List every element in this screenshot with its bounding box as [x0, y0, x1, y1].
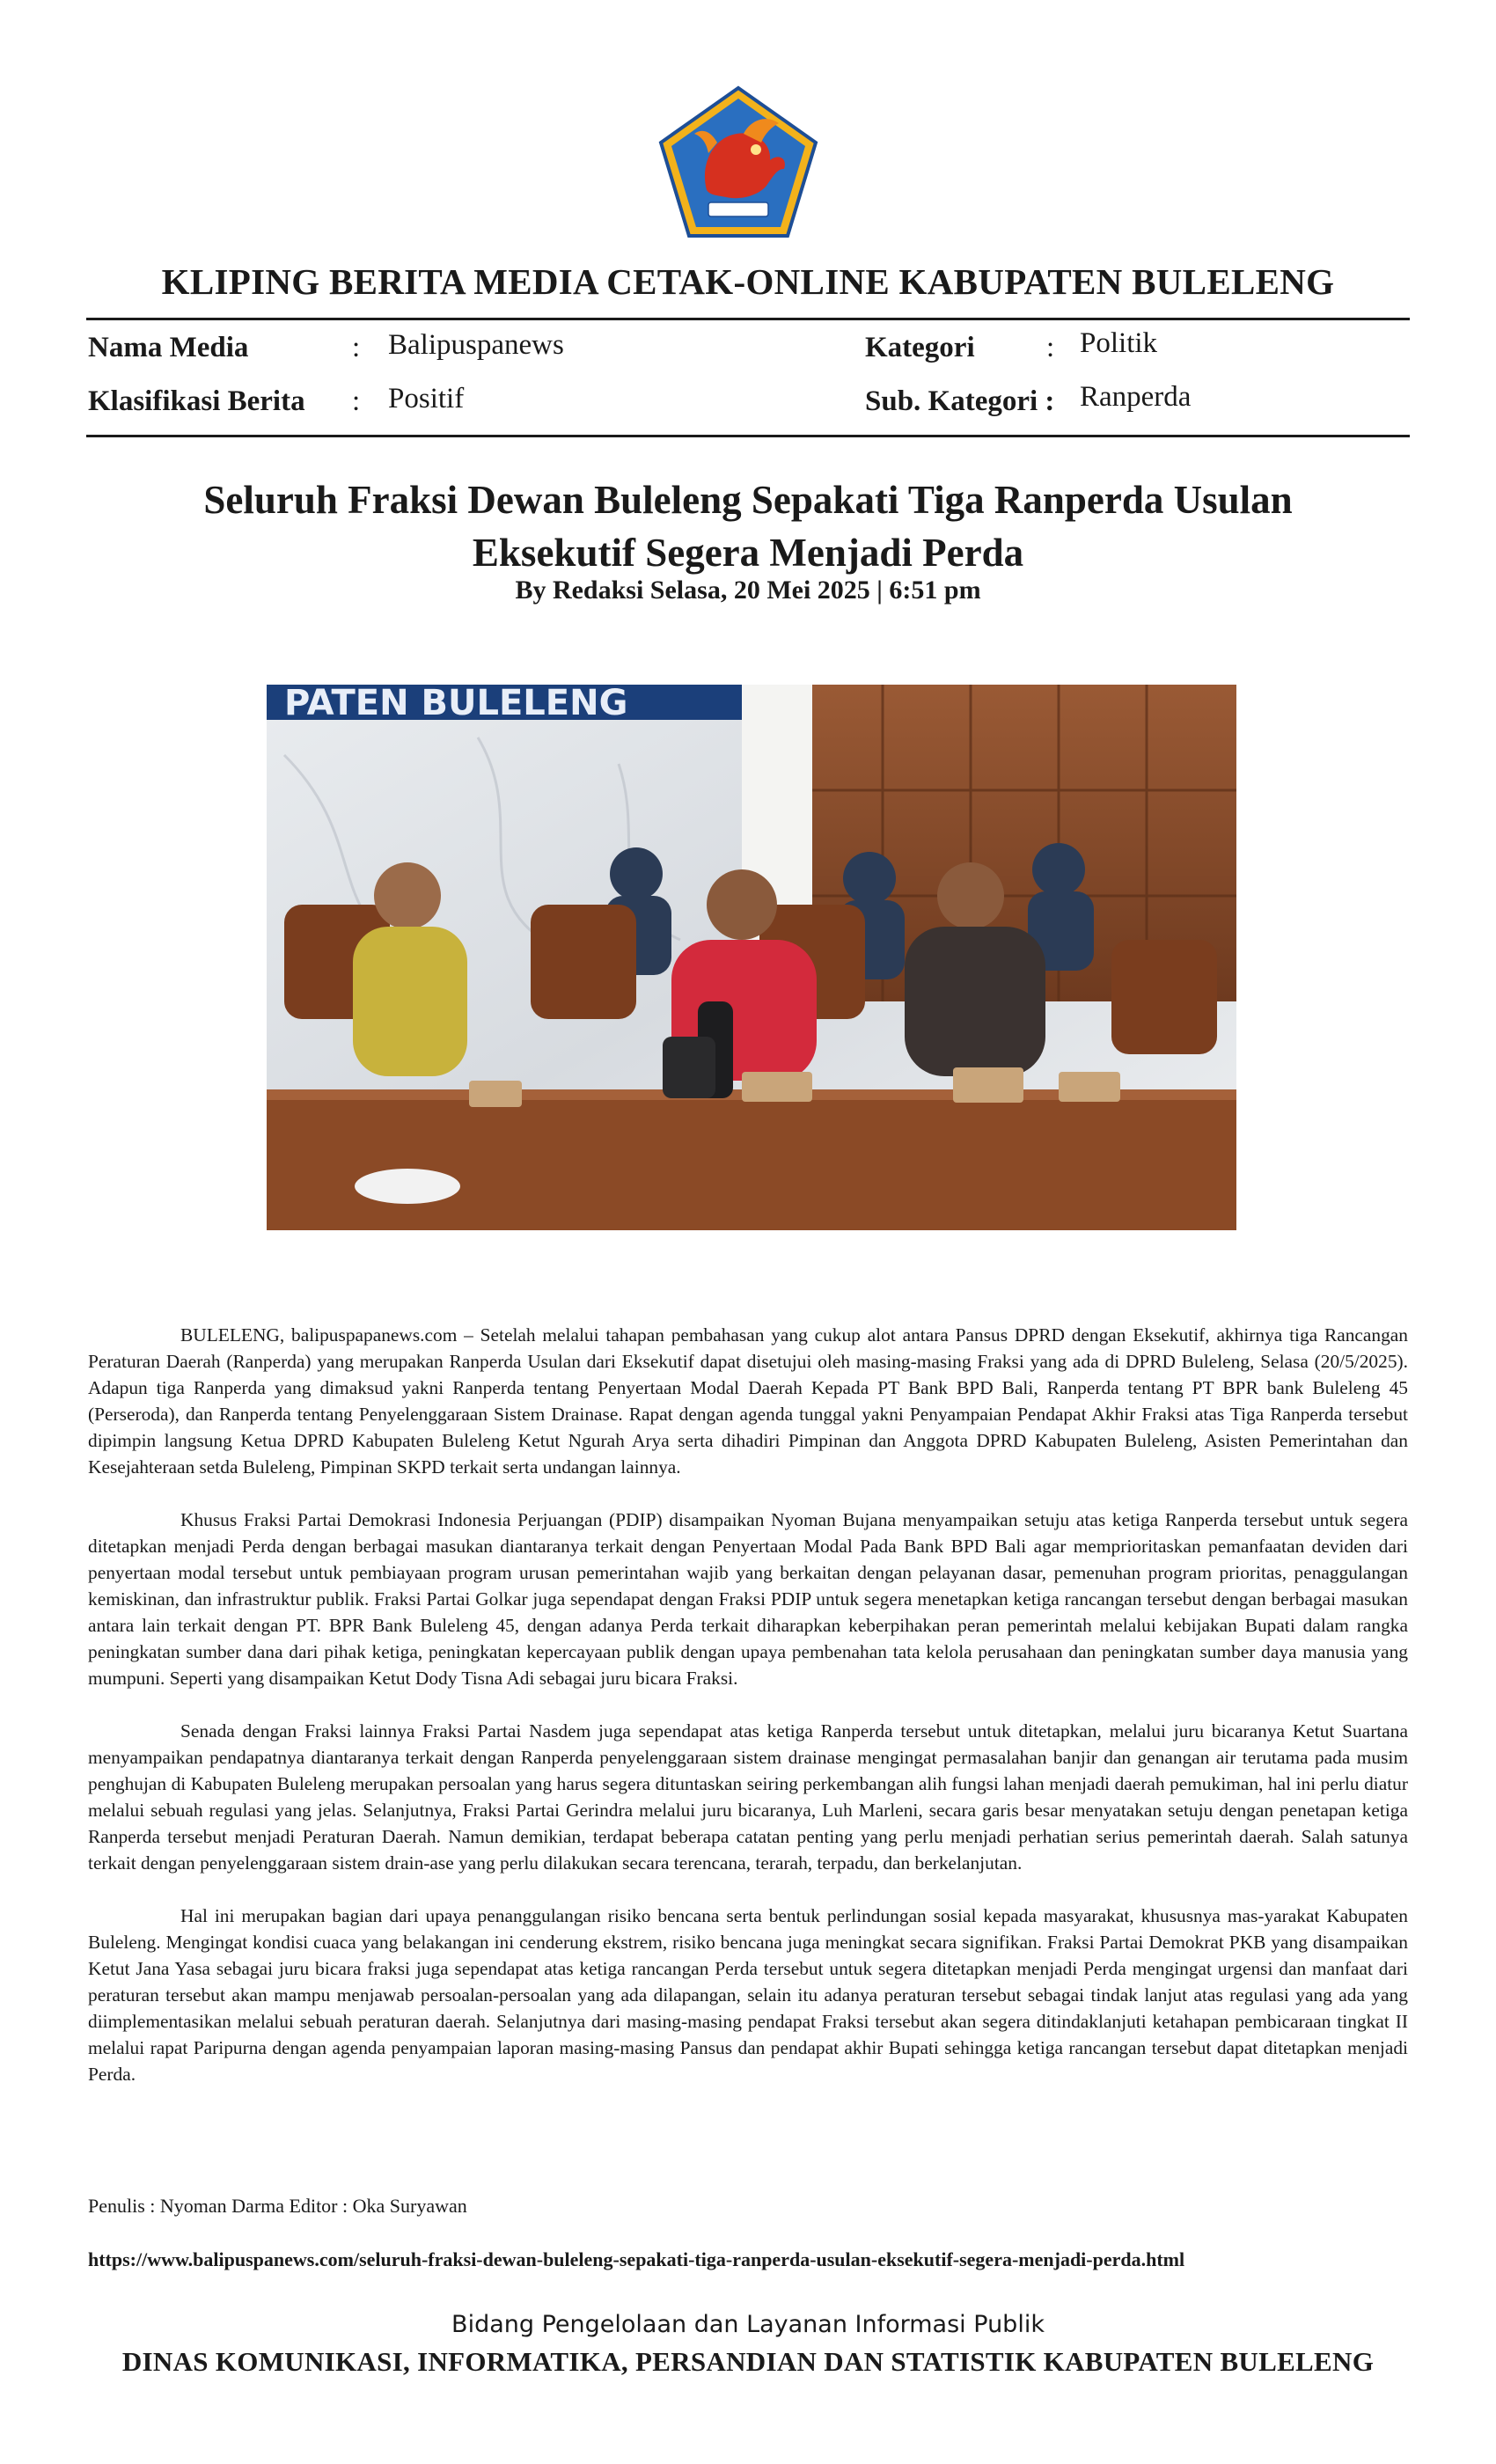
category-label: Kategori	[865, 332, 975, 363]
buleleng-regency-emblem	[656, 84, 821, 239]
source-url-link[interactable]: https://www.balipuspanews.com/seluruh-fraksi-dewan-buleleng-sepakati-tiga-ranperda-usulan-eksekutif-segera-menjadi-perda.html	[88, 2248, 1185, 2270]
clipping-header-title: KLIPING BERITA MEDIA CETAK-ONLINE KABUPATEN BULELENG	[161, 261, 1335, 302]
news-classification-value: Positif	[388, 383, 465, 414]
writer-editor-credit: Penulis : Nyoman Darma Editor : Oka Suryawan	[88, 2195, 467, 2217]
sub-category-label: Sub. Kategori :	[865, 385, 1055, 417]
media-name-label: Nama Media	[88, 332, 249, 363]
article-headline	[132, 473, 1364, 579]
meta-separator: :	[1046, 332, 1055, 363]
headline-line-2: Eksekutif Segera Menjadi Perda	[472, 531, 1024, 575]
photo-sign-text: PATEN BULELENG	[284, 685, 628, 723]
article-body	[88, 1322, 1408, 2114]
article-paragraph: Senada dengan Fraksi lainnya Fraksi Partai Nasdem juga sependapat atas ketiga Ranperda tersebut untuk ditetapkan, melalui juru bicaranya Ketut Suartana menyampaikan pendapatnya diantaranya terkait dengan Ranperda penyelenggaraan sistem drainase mengingat permasalahan banjir dan genangan air terutama pada musim penghujan di Kabupaten Buleleng merupakan persoalan yang harus segera dituntaskan seiring perkembangan alih fungsi lahan menjadi daerah pemukiman, hal ini perlu diatur melalui sebuah regulasi yang jelas. Selanjutnya, Fraksi Partai Gerindra melalui juru bicaranya, Luh Marleni, secara garis besar menyatakan setuju dengan penetapan ketiga Ranperda tersebut menjadi Peraturan Daerah. Namun demikian, terdapat beberapa catatan penting yang perlu menjadi perhatian serius pemerintah daerah. Salah satunya terkait dengan penyelenggaraan sistem drain-ase yang perlu dilakukan secara terencana, terarah, terpadu, dan berkelanjutan.	[88, 1720, 1408, 1874]
article-paragraph: Khusus Fraksi Partai Demokrasi Indonesia Perjuangan (PDIP) disampaikan Nyoman Bujana menyampaikan setuju atas ketiga Ranperda tersebut untuk segera ditetapkan menjadi Perda dengan berbagai masukan diantaranya terkait dengan Penyertaan Modal Pada Bank BPD Bali agar memprioritaskan pemanfaatan deviden dari penyertaan modal tersebut untuk pembiayaan program urusan pemerintahan wajib yang berkaitan dengan pelayanan dasar, pemenuhan program prioritas, penaggulangan kemiskinan, dan infrastruktur publik. Fraksi Partai Golkar juga sependapat dengan Fraksi PDIP untuk segera menetapkan ketiga rancangan tersebut dengan berbagai masukan antara lain terkait dengan PT. BPR Bank Buleleng 45, dengan adanya Perda terkait diharapkan keberpihakan peran pemerintah melalui kebijakan Bupati dalam rangka peningkatan sumber dana dari pihak ketiga, peningkatan kepercayaan publik dengan upaya pembenahan tata kelola perusahaan dan peningkatan sumber daya manusia yang mumpuni. Seperti yang disampaikan Ketut Dody Tisna Adi sebagai juru bicara Fraksi.	[88, 1509, 1408, 1689]
header-rule	[86, 318, 1410, 320]
meta-rule	[86, 435, 1410, 437]
footer-division: Bidang Pengelolaan dan Layanan Informasi Publik	[451, 2311, 1045, 2338]
article-paragraph: BULELENG, balipuspapanews.com – Setelah melalui tahapan pembahasan yang cukup alot antara Pansus DPRD dengan Eksekutif, akhirnya tiga Rancangan Peraturan Daerah (Ranperda) yang merupakan Ranperda Usulan dari Eksekutif dapat disetujui oleh masing-masing Fraksi yang ada di DPRD Buleleng, Selasa (20/5/2025). Adapun tiga Ranperda yang dimaksud yakni Ranperda tentang Penyertaan Modal Daerah Kepada PT Bank BPD Bali, Ranperda tentang PT BPR bank Buleleng 45 (Perseroda), dan Ranperda tentang Penyelenggaraan Sistem Drainase. Rapat dengan agenda tunggal yakni Penyampaian Pendapat Akhir Fraksi atas Tiga Ranperda tersebut dipimpin langsung Ketua DPRD Kabupaten Buleleng Ketut Ngurah Arya serta dihadiri Pimpinan dan Anggota DPRD Kabupaten Buleleng, Asisten Pemerintahan dan Kesejahteraan setda Buleleng, Pimpinan SKPD terkait serta undangan lainnya.	[88, 1324, 1408, 1478]
footer-agency: DINAS KOMUNIKASI, INFORMATIKA, PERSANDIAN DAN STATISTIK KABUPATEN BULELENG	[121, 2346, 1375, 2377]
meta-separator: :	[352, 385, 361, 417]
article-paragraph: Hal ini merupakan bagian dari upaya penanggulangan risiko bencana serta bentuk perlindungan sosial kepada masyarakat, khususnya mas-yarakat Kabupaten Buleleng. Mengingat kondisi cuaca yang belakangan ini cenderung ekstrem, risiko bencana juga meningkat secara signifikan. Fraksi Partai Demokrat PKB yang disampaikan Ketut Jana Yasa sebagai juru bicara fraksi juga sependapat atas ketiga rancangan Perda tersebut untuk segera ditetapkan menjadi Perda mengingat urgensi dan manfaat dari peraturan tersebut akan mampu menjawab persoalan-persoalan yang ada dilapangan, selain itu adanya peraturan tersebut sebagai tindak lanjut atas regulasi yang ada yang diimplementasikan melalui sebuah peraturan daerah. Selanjutnya dari masing-masing pendapat Fraksi tersebut akan segera ditindaklanjuti ketahapan pembicaraan tingkat II melalui rapat Paripurna dengan agenda penyampaian laporan masing-masing Pansus dan pendapat akhir Bupati sehingga ketiga rancangan tersebut dapat ditetapkan menjadi Perda.	[88, 1905, 1408, 2085]
category-value: Politik	[1080, 327, 1158, 359]
article-photo	[267, 685, 1236, 1230]
news-classification-label: Klasifikasi Berita	[88, 385, 305, 417]
sub-category-value: Ranperda	[1080, 381, 1192, 413]
media-name-value: Balipuspanews	[388, 329, 564, 361]
article-byline: By Redaksi Selasa, 20 Mei 2025 | 6:51 pm	[515, 576, 981, 605]
headline-line-1: Seluruh Fraksi Dewan Buleleng Sepakati Tiga Ranperda Usulan	[203, 478, 1293, 522]
meta-separator: :	[352, 332, 361, 363]
